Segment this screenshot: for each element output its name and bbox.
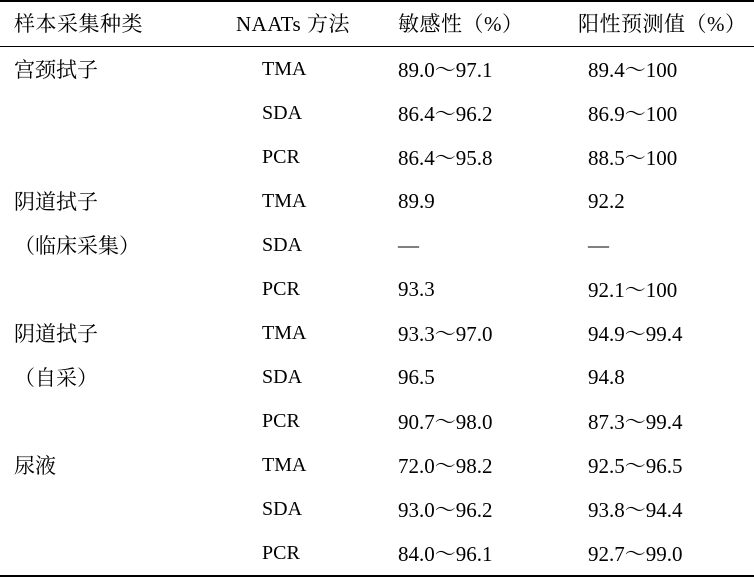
cell-naats-method: TMA [262, 189, 307, 212]
cell-ppv: 94.8 [588, 364, 625, 389]
table-row [0, 443, 754, 487]
column-header-ppv: 阳性预测值（%） [558, 1, 754, 47]
cell-sensitivity: 93.3 [398, 276, 435, 301]
cell-naats-method: PCR [262, 145, 300, 168]
cell-naats-method: TMA [262, 57, 307, 80]
table-row [0, 135, 754, 179]
cell-sample-type [0, 91, 200, 135]
table-row [0, 267, 754, 311]
table-row [0, 223, 754, 267]
table-row [0, 355, 754, 399]
cell-naats-method: PCR [200, 531, 372, 576]
cell-ppv: — [588, 232, 609, 257]
cell-sample-type [0, 399, 200, 443]
cell-sample-type [0, 531, 200, 576]
cell-ppv: 92.2 [588, 188, 625, 213]
cell-naats-method: SDA [262, 233, 303, 256]
cell-sample-type: 宫颈拭子 [14, 58, 98, 82]
table-row [0, 47, 754, 92]
cell-ppv: 92.7～99.0 [558, 531, 754, 576]
cell-sensitivity: — [398, 232, 419, 257]
cell-ppv: 87.3～99.4 [588, 410, 683, 434]
cell-naats-method: SDA [262, 497, 303, 520]
column-header-naats-method: NAATs 方法 [200, 1, 372, 47]
cell-sensitivity: 90.7～98.0 [398, 410, 493, 434]
cell-naats-method: SDA [262, 365, 303, 388]
table-header [0, 1, 754, 47]
cell-naats-method: SDA [262, 101, 303, 124]
cell-ppv: 86.9～100 [588, 102, 678, 126]
cell-naats-method: PCR [262, 409, 300, 432]
cell-sensitivity: 96.5 [398, 364, 435, 389]
cell-naats-method: TMA [262, 453, 307, 476]
cell-ppv: 89.4～100 [588, 58, 678, 82]
cell-ppv: 92.5～96.5 [588, 454, 683, 478]
cell-ppv: 92.1～100 [588, 278, 678, 302]
table-row [0, 311, 754, 355]
cell-sensitivity: 86.4～96.2 [398, 102, 493, 126]
cell-sensitivity: 93.3～97.0 [398, 322, 493, 346]
cell-naats-method: TMA [262, 321, 307, 344]
column-header-sample-type: 样本采集种类 [0, 1, 200, 47]
cell-sample-type: 尿液 [14, 454, 56, 478]
cell-sensitivity: 89.9 [398, 188, 435, 213]
column-header-sensitivity: 敏感性（%） [372, 1, 558, 47]
cell-sensitivity: 93.0～96.2 [398, 498, 493, 522]
cell-sample-type [0, 487, 200, 531]
cell-sensitivity: 84.0～96.1 [372, 531, 558, 576]
cell-sensitivity: 86.4～95.8 [398, 146, 493, 170]
table-row [0, 179, 754, 223]
cell-sensitivity: 72.0～98.2 [398, 454, 493, 478]
cell-sample-type: 阴道拭子 [14, 190, 98, 214]
table-row [0, 531, 754, 576]
table-row [0, 487, 754, 531]
table-body [0, 47, 754, 577]
cell-ppv: 88.5～100 [588, 146, 678, 170]
table-header-row [0, 1, 754, 47]
cell-ppv: 94.9～99.4 [588, 322, 683, 346]
table-row [0, 91, 754, 135]
cell-sample-type [0, 267, 200, 311]
cell-ppv: 93.8～94.4 [588, 498, 683, 522]
cell-sample-type: 阴道拭子 [14, 322, 98, 346]
cell-sensitivity: 89.0～97.1 [398, 58, 493, 82]
table-row [0, 399, 754, 443]
cell-naats-method: PCR [262, 277, 300, 300]
cell-sample-type: （自采） [14, 366, 98, 390]
cell-sample-type: （临床采集） [14, 234, 140, 258]
cell-sample-type [0, 135, 200, 179]
